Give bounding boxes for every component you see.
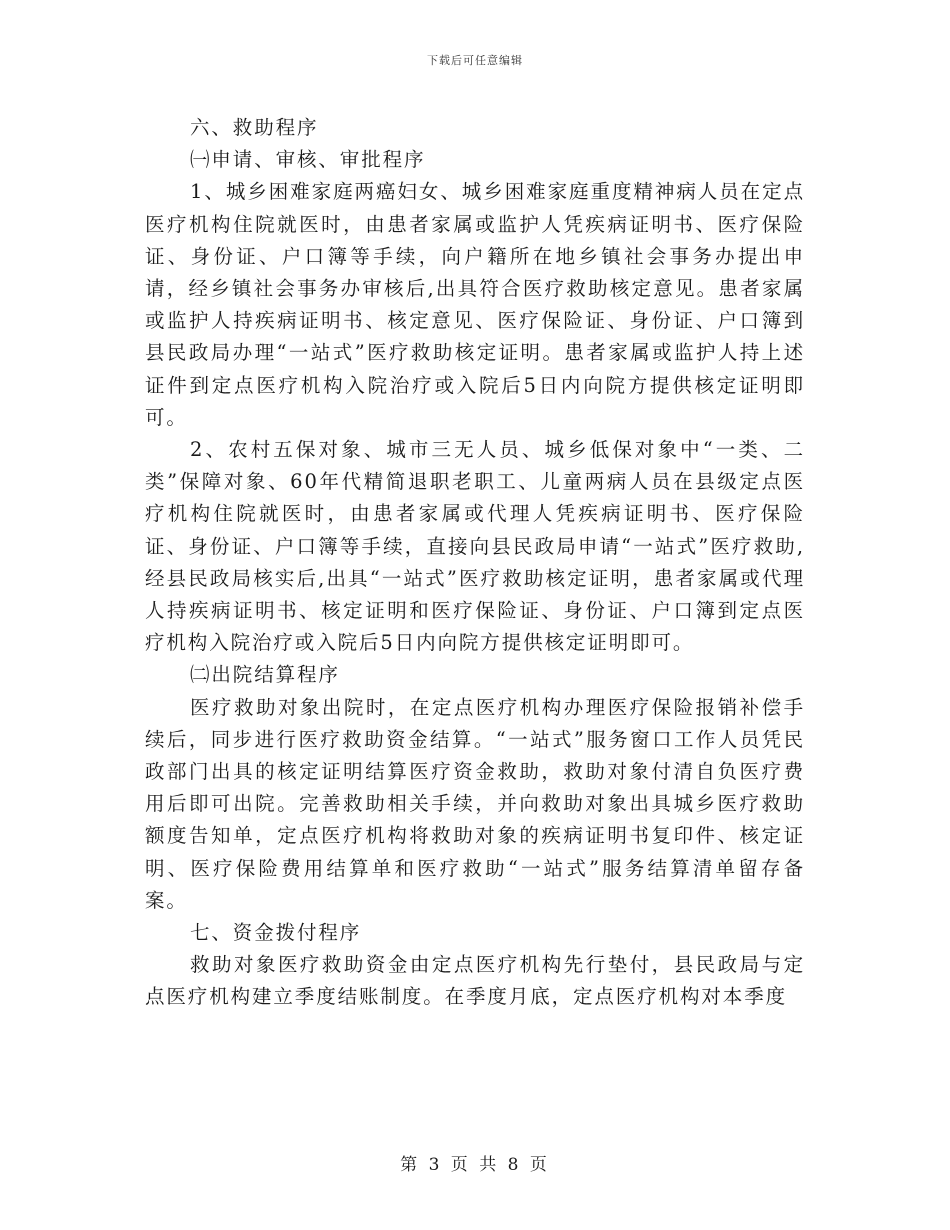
paragraph-item-1: 1、城乡困难家庭两癌妇女、城乡困难家庭重度精神病人员在定点医疗机构住院就医时，由患者家属或监护人凭疾病证明书、医疗保险证、身份证、户口簿等手续，向户籍所在地乡镇社会事务办提出申请，经乡镇社会事务办审核后,出具符合医疗救助核定意见。患者家属或监护人持疾病证明书、核定意见、医疗保险证、身份证、户口簿到县民政局办理“一站式”医疗救助核定证明。患者家属或监护人持上述证件到定点医疗机构入院治疗或入院后5日内向院方提供核定证明即可。 xyxy=(145,180,805,429)
subsection-heading-discharge: ㈡出院结算程序 xyxy=(190,663,340,687)
paragraph-item-2: 2、农村五保对象、城市三无人员、城乡低保对象中“一类、二类”保障对象、60年代精简退职老职工、儿童两病人员在县级定点医疗机构住院就医时，由患者家属或代理人凭疾病证明书、医疗保险证、身份证、户口簿等手续，直接向县民政局申请“一站式”医疗救助,经县民政局核实后,出具“一站式”医疗救助核定证明，患者家属或代理人持疾病证明书、核定证明和医疗保险证、身份证、户口簿到定点医疗机构入院治疗或入院后5日内向院方提供核定证明即可。 xyxy=(145,438,805,655)
document-body xyxy=(145,112,805,1014)
footer-total-pages: 8 xyxy=(507,1155,522,1175)
page-footer xyxy=(0,1150,950,1175)
subsection-heading-application: ㈠申请、审核、审批程序 xyxy=(190,148,426,172)
section-heading-fund-allocation: 七、资金拨付程序 xyxy=(190,921,362,945)
section-heading-rescue-procedure: 六、救助程序 xyxy=(190,116,319,139)
footer-prefix: 第 xyxy=(400,1155,421,1175)
footer-suffix: 页 xyxy=(529,1155,550,1175)
paragraph-fund-allocation: 救助对象医疗救助资金由定点医疗机构先行垫付，县民政局与定点医疗机构建立季度结账制度。在季度月底，定点医疗机构对本季度 xyxy=(145,953,805,1009)
header-note: 下载后可任意编辑 xyxy=(427,54,523,67)
footer-middle: 页 共 xyxy=(450,1155,500,1175)
paragraph-discharge-settlement: 医疗救助对象出院时，在定点医疗机构办理医疗保险报销补偿手续后，同步进行医疗救助资金结算。“一站式”服务窗口工作人员凭民政部门出具的核定证明结算医疗资金救助，救助对象付清自负医疗费用后即可出院。完善救助相关手续，并向救助对象出具城乡医疗救助额度告知单，定点医疗机构将救助对象的疾病证明书复印件、核定证明、医疗保险费用结算单和医疗救助“一站式”服务结算清单留存备案。 xyxy=(145,695,805,912)
footer-current-page: 3 xyxy=(428,1155,443,1175)
